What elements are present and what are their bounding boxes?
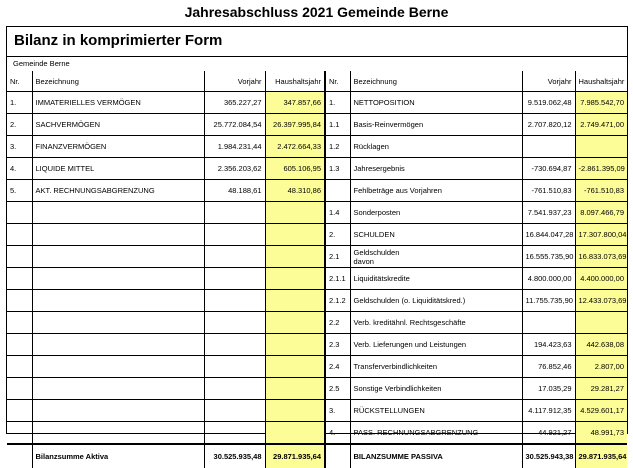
aktiva-bezeichnung-cell: FINANZVERMÖGEN: [32, 136, 204, 158]
passiva-haushaltsjahr-cell: [575, 312, 627, 334]
passiva-bezeichnung-cell: [350, 114, 522, 136]
passiva-vorjahr-cell: [522, 136, 575, 158]
passiva-nr-cell: 1.2: [325, 136, 350, 158]
passiva-vorjahr-cell: 76.852,46: [522, 356, 575, 378]
passiva-bezeichnung-cell: [350, 180, 522, 202]
aktiva-nr-header: Nr.: [7, 71, 32, 92]
table-row: [7, 136, 627, 158]
aktiva-haushaltsjahr-cell: [265, 356, 325, 378]
passiva-bezeichnung-cell: [350, 224, 522, 246]
passiva-vorjahr-cell: 4.800.000,00: [522, 268, 575, 290]
aktiva-vorjahr-cell: [204, 356, 265, 378]
passiva-bezeichnung-label: Verb. kreditähnl. Rechtsgeschäfte: [353, 318, 466, 327]
table-row: [7, 224, 627, 246]
passiva-bezeichnung-label: Sonstige Verbindlichkeiten: [353, 384, 442, 393]
passiva-total-haushaltsjahr: 29.871.935,64: [575, 444, 627, 468]
aktiva-bezeichnung-cell: [32, 202, 204, 224]
table-row: [7, 92, 627, 114]
passiva-nr-cell: 1.: [325, 92, 350, 114]
aktiva-total-nr-cell: [7, 444, 32, 468]
aktiva-total-label: Bilanzsumme Aktiva: [32, 444, 204, 468]
aktiva-nr-cell: 4.: [7, 158, 32, 180]
table-row: [7, 290, 627, 312]
subtitle-divider: [7, 56, 627, 57]
passiva-haushaltsjahr-cell: 29.281,27: [575, 378, 627, 400]
aktiva-vorjahr-cell: [204, 290, 265, 312]
passiva-vorjahr-cell: 44.921,27: [522, 422, 575, 445]
passiva-vorjahr-cell: 17.035,29: [522, 378, 575, 400]
passiva-total-label: BILANZSUMME PASSIVA: [350, 444, 522, 468]
passiva-bezeichnung-cell: [350, 92, 522, 114]
passiva-haushaltsjahr-cell: 48.991,73: [575, 422, 627, 445]
aktiva-bezeichnung-cell: [32, 334, 204, 356]
aktiva-vorjahr-cell: [204, 378, 265, 400]
passiva-haushaltsjahr-cell: 8.097.466,79: [575, 202, 627, 224]
aktiva-haushaltsjahr-cell: [265, 202, 325, 224]
passiva-bezeichnung-label: RÜCKSTELLUNGEN: [353, 406, 425, 415]
passiva-vorjahr-cell: -761.510,83: [522, 180, 575, 202]
passiva-vorjahr-cell: -730.694,87: [522, 158, 575, 180]
aktiva-nr-cell: [7, 400, 32, 422]
aktiva-haushaltsjahr-cell: 26.397.995,84: [265, 114, 325, 136]
aktiva-bezeichnung-cell: LIQUIDE MITTEL: [32, 158, 204, 180]
passiva-nr-cell: 2.5: [325, 378, 350, 400]
aktiva-nr-cell: [7, 356, 32, 378]
passiva-haushaltsjahr-cell: 4.529.601,17: [575, 400, 627, 422]
aktiva-nr-cell: 5.: [7, 180, 32, 202]
passiva-bezeichnung-label: Jahresergebnis: [353, 164, 405, 173]
aktiva-haushaltsjahr-cell: [265, 378, 325, 400]
table-row: [7, 400, 627, 422]
aktiva-haushaltsjahr-cell: 347.857,66: [265, 92, 325, 114]
aktiva-nr-cell: 2.: [7, 114, 32, 136]
passiva-nr-cell: 2.3: [325, 334, 350, 356]
aktiva-vorjahr-header: Vorjahr: [204, 71, 265, 92]
passiva-nr-cell: 3.: [325, 400, 350, 422]
passiva-haushaltsjahr-header: Haushaltsjahr: [575, 71, 627, 92]
aktiva-nr-cell: [7, 246, 32, 268]
passiva-bezeichnung-cell: [350, 400, 522, 422]
passiva-bezeichnung-label: Fehlbeträge aus Vorjahren: [353, 186, 442, 195]
passiva-haushaltsjahr-cell: -2.861.395,09: [575, 158, 627, 180]
passiva-haushaltsjahr-cell: 17.307.800,04: [575, 224, 627, 246]
passiva-vorjahr-cell: 16.844.047,28: [522, 224, 575, 246]
aktiva-vorjahr-cell: [204, 422, 265, 445]
passiva-haushaltsjahr-cell: 7.985.542,70: [575, 92, 627, 114]
aktiva-nr-cell: [7, 290, 32, 312]
passiva-bezeichnung-cell: [350, 268, 522, 290]
passiva-bezeichnung-label: Verb. Lieferungen und Leistungen: [353, 340, 467, 349]
passiva-haushaltsjahr-cell: [575, 136, 627, 158]
table-row: [7, 246, 627, 268]
passiva-bezeichnung-cell: [350, 136, 522, 158]
page-title: Jahresabschluss 2021 Gemeinde Berne: [184, 4, 449, 20]
passiva-nr-cell: [325, 180, 350, 202]
passiva-nr-header: Nr.: [325, 71, 350, 92]
passiva-bezeichnung-cell: [350, 422, 522, 445]
organization-label: Gemeinde Berne: [13, 59, 70, 68]
passiva-haushaltsjahr-cell: -761.510,83: [575, 180, 627, 202]
passiva-bezeichnung-label: SCHULDEN: [353, 230, 395, 239]
aktiva-nr-cell: [7, 378, 32, 400]
passiva-bezeichnung-label: PASS. RECHNUNGSABGRENZUNG: [353, 428, 479, 437]
aktiva-nr-cell: [7, 224, 32, 246]
balance-table: [7, 71, 627, 468]
aktiva-haushaltsjahr-cell: 2.472.664,33: [265, 136, 325, 158]
aktiva-vorjahr-cell: 48.188,61: [204, 180, 265, 202]
passiva-nr-cell: 1.1: [325, 114, 350, 136]
passiva-bezeichnung-label: Geldschulden (o. Liquiditätskred.): [353, 296, 466, 305]
aktiva-haushaltsjahr-cell: 48.310,86: [265, 180, 325, 202]
passiva-bezeichnung-cell: [350, 334, 522, 356]
passiva-bezeichnung-label: Geldschulden: [353, 247, 400, 257]
aktiva-vorjahr-cell: [204, 202, 265, 224]
passiva-nr-cell: 2.1: [325, 246, 350, 268]
aktiva-vorjahr-cell: [204, 400, 265, 422]
passiva-bezeichnung-header: Bezeichnung: [350, 71, 522, 92]
aktiva-vorjahr-cell: 365.227,27: [204, 92, 265, 114]
passiva-bezeichnung-label: Rücklagen: [353, 142, 389, 151]
table-row: [7, 114, 627, 136]
table-row: [7, 158, 627, 180]
table-row: [7, 202, 627, 224]
aktiva-haushaltsjahr-cell: [265, 268, 325, 290]
passiva-vorjahr-cell: 11.755.735,90: [522, 290, 575, 312]
passiva-haushaltsjahr-cell: 4.400.000,00: [575, 268, 627, 290]
aktiva-haushaltsjahr-header: Haushaltsjahr: [265, 71, 325, 92]
aktiva-bezeichnung-cell: [32, 400, 204, 422]
passiva-haushaltsjahr-cell: 16.833.073,69: [575, 246, 627, 268]
aktiva-total-vorjahr: 30.525.935,48: [204, 444, 265, 468]
passiva-bezeichnung-cell: [350, 290, 522, 312]
passiva-bezeichnung-sublabel: davon: [353, 256, 374, 266]
aktiva-bezeichnung-cell: [32, 290, 204, 312]
aktiva-haushaltsjahr-cell: [265, 224, 325, 246]
aktiva-haushaltsjahr-cell: [265, 400, 325, 422]
aktiva-vorjahr-cell: [204, 334, 265, 356]
aktiva-nr-cell: [7, 422, 32, 445]
passiva-bezeichnung-label: NETTOPOSITION: [353, 98, 415, 107]
passiva-bezeichnung-cell: [350, 378, 522, 400]
sheet-subtitle: Bilanz in komprimierter Form: [14, 32, 223, 49]
aktiva-vorjahr-cell: 2.356.203,62: [204, 158, 265, 180]
aktiva-vorjahr-cell: [204, 268, 265, 290]
passiva-nr-cell: 4.: [325, 422, 350, 445]
passiva-vorjahr-cell: 7.541.937,23: [522, 202, 575, 224]
passiva-bezeichnung-cell: [350, 158, 522, 180]
aktiva-haushaltsjahr-cell: [265, 312, 325, 334]
passiva-vorjahr-cell: 16.555.735,90: [522, 246, 575, 268]
passiva-total-nr-cell: [325, 444, 350, 468]
table-row: [7, 334, 627, 356]
aktiva-haushaltsjahr-cell: [265, 290, 325, 312]
passiva-haushaltsjahr-cell: 2.807,00: [575, 356, 627, 378]
passiva-bezeichnung-label: Transferverbindlichkeiten: [353, 362, 438, 371]
aktiva-vorjahr-cell: [204, 312, 265, 334]
balance-sheet-frame: [6, 26, 628, 461]
aktiva-bezeichnung-cell: [32, 224, 204, 246]
passiva-bezeichnung-cell: [350, 312, 522, 334]
table-row: [7, 378, 627, 400]
table-row: [7, 180, 627, 202]
aktiva-vorjahr-cell: [204, 246, 265, 268]
aktiva-nr-cell: 1.: [7, 92, 32, 114]
passiva-haushaltsjahr-cell: 12.433.073,69: [575, 290, 627, 312]
passiva-nr-cell: 2.2: [325, 312, 350, 334]
aktiva-nr-cell: [7, 334, 32, 356]
table-row: [7, 268, 627, 290]
passiva-nr-cell: 2.1.1: [325, 268, 350, 290]
aktiva-nr-cell: [7, 268, 32, 290]
passiva-haushaltsjahr-cell: 2.749.471,00: [575, 114, 627, 136]
passiva-nr-cell: 2.: [325, 224, 350, 246]
aktiva-bezeichnung-cell: IMMATERIELLES VERMÖGEN: [32, 92, 204, 114]
aktiva-bezeichnung-cell: [32, 378, 204, 400]
passiva-bezeichnung-label: Sonderposten: [353, 208, 401, 217]
aktiva-vorjahr-cell: 1.984.231,44: [204, 136, 265, 158]
table-row: [7, 356, 627, 378]
aktiva-haushaltsjahr-cell: 605.106,95: [265, 158, 325, 180]
passiva-bezeichnung-cell: [350, 246, 522, 268]
passiva-bezeichnung-label: Basis-Reinvermögen: [353, 120, 424, 129]
aktiva-bezeichnung-header: Bezeichnung: [32, 71, 204, 92]
passiva-vorjahr-header: Vorjahr: [522, 71, 575, 92]
aktiva-haushaltsjahr-cell: [265, 334, 325, 356]
passiva-vorjahr-cell: 194.423,63: [522, 334, 575, 356]
aktiva-bezeichnung-cell: [32, 356, 204, 378]
aktiva-total-haushaltsjahr: 29.871.935,64: [265, 444, 325, 468]
passiva-vorjahr-cell: [522, 312, 575, 334]
aktiva-bezeichnung-cell: [32, 268, 204, 290]
aktiva-bezeichnung-cell: SACHVERMÖGEN: [32, 114, 204, 136]
passiva-vorjahr-cell: 4.117.912,35: [522, 400, 575, 422]
totals-row: [7, 444, 627, 468]
aktiva-haushaltsjahr-cell: [265, 422, 325, 445]
aktiva-bezeichnung-cell: AKT. RECHNUNGSABGRENZUNG: [32, 180, 204, 202]
aktiva-haushaltsjahr-cell: [265, 246, 325, 268]
aktiva-vorjahr-cell: [204, 224, 265, 246]
aktiva-nr-cell: [7, 312, 32, 334]
passiva-nr-cell: 2.4: [325, 356, 350, 378]
passiva-bezeichnung-cell: [350, 202, 522, 224]
passiva-nr-cell: 2.1.2: [325, 290, 350, 312]
passiva-bezeichnung-cell: [350, 356, 522, 378]
table-row: [7, 312, 627, 334]
aktiva-bezeichnung-cell: [32, 246, 204, 268]
passiva-haushaltsjahr-cell: 442.638,08: [575, 334, 627, 356]
passiva-total-vorjahr: 30.525.943,38: [522, 444, 575, 468]
passiva-nr-cell: 1.4: [325, 202, 350, 224]
aktiva-bezeichnung-cell: [32, 422, 204, 445]
aktiva-nr-cell: [7, 202, 32, 224]
aktiva-vorjahr-cell: 25.772.084,54: [204, 114, 265, 136]
passiva-nr-cell: 1.3: [325, 158, 350, 180]
passiva-vorjahr-cell: 2.707.820,12: [522, 114, 575, 136]
passiva-vorjahr-cell: 9.519.062,48: [522, 92, 575, 114]
aktiva-bezeichnung-cell: [32, 312, 204, 334]
table-row: [7, 422, 627, 445]
header-row: [7, 71, 627, 92]
passiva-bezeichnung-label: Liquiditätskredite: [353, 274, 410, 283]
aktiva-nr-cell: 3.: [7, 136, 32, 158]
